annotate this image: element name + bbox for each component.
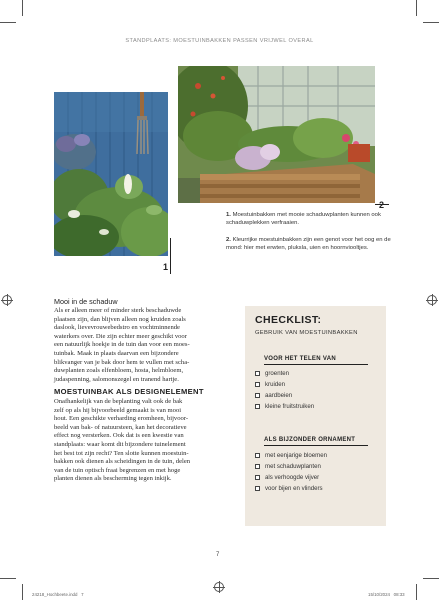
checkbox-icon[interactable]: [255, 382, 260, 387]
text-line: duwplanten zoals elfenbloem, hosta, helmbloem,: [54, 367, 184, 375]
checkbox-icon[interactable]: [255, 404, 260, 409]
text-line: bakken ook dienen als scheidingen in de tuin, delen: [54, 458, 191, 466]
crop-mark: [22, 584, 23, 600]
checklist-group2: [255, 450, 380, 494]
text-line: beeld van bak- of natuursteen, kan het decoratieve: [54, 423, 187, 431]
checkbox-icon[interactable]: [255, 486, 260, 491]
text-line: plaatsen zijn, dan blijven alleen nog kruiden zoals: [54, 315, 186, 323]
checklist-item-label: kleine fruitstruiken: [265, 403, 315, 410]
checklist-item: [255, 461, 380, 472]
checklist-item: [255, 401, 380, 412]
text-line: Onafhankelijk van de beplanting valt ook de bak: [54, 398, 183, 405]
checkbox-icon[interactable]: [255, 464, 260, 469]
text-line: van de tuin optisch fraai begrenzen en met hoge: [54, 466, 181, 474]
checklist-item: [255, 472, 380, 483]
text-line: daslook, lievevrouwebedstro en vochtminnende: [54, 324, 180, 332]
photo-colorful-planter-image: [178, 66, 375, 203]
checklist-item-label: voor bijen en vlinders: [265, 485, 323, 492]
photo-colorful-planter: [178, 66, 375, 203]
crop-mark: [0, 578, 16, 579]
checklist-group1: [255, 368, 380, 412]
text-line: Als er alleen meer of minder sterk beschaduwde: [54, 307, 182, 314]
checklist-item-label: met schaduwplanten: [265, 463, 321, 470]
text-line: effect nog versterken. Ook dat is een kwestie van: [54, 432, 184, 440]
running-header: STANDPLAATS: MOESTUINBAKKEN PASSEN VRIJWEL OVERAL: [125, 38, 314, 44]
crop-mark: [423, 22, 439, 23]
crop-mark: [416, 584, 417, 600]
text-line: judaspenning, salomonszegel en tranend hartje.: [54, 375, 179, 383]
text-line: hout. Een geschikte verharding eromheen, bijvoor-: [54, 415, 189, 423]
checkbox-icon[interactable]: [255, 393, 260, 398]
footer-file-name: 24218_Hochbeete.indd 7: [32, 592, 84, 597]
checklist-item-label: als verhoogde vijver: [265, 474, 320, 481]
text-line: blikvanger van je bak door hem te vullen met scha-: [54, 358, 190, 366]
paragraph-design: [54, 398, 244, 484]
checklist-item: [255, 368, 380, 379]
checkbox-icon[interactable]: [255, 453, 260, 458]
photo-shade-planter: [54, 92, 168, 256]
checklist-title: CHECKLIST:: [255, 314, 322, 326]
page-number: 7: [216, 552, 220, 558]
text-line: tuinbak. Maak in plaats daarvan een bijzondere: [54, 349, 179, 357]
text-line: planten dienen als bescherming tegen inkijk.: [54, 475, 172, 483]
checklist-subtitle: GEBRUIK VAN MOESTUINBAKKEN: [255, 330, 358, 336]
text-line: een natuurlijk hoekje in de tuin dan voor een moes-: [54, 341, 190, 349]
caption-number: 1.: [226, 212, 231, 218]
registration-mark-icon: [2, 295, 12, 305]
checklist-item-label: groenten: [265, 370, 290, 377]
photo-shade-planter-image: [54, 92, 168, 256]
checklist-group2-heading: ALS BIJZONDER ORNAMENT: [264, 437, 368, 446]
checklist-group1-heading: VOOR HET TELEN VAN: [264, 356, 368, 365]
text-line: het best tot zijn recht? Ten slotte kunnen moestuin-: [54, 449, 189, 457]
photo-number-1: 1: [163, 262, 169, 272]
checklist-item-label: met eenjarige bloemen: [265, 452, 327, 459]
checklist-box: [245, 306, 386, 526]
text-line: waterkers over. Die zijn echter meer geschikt voor: [54, 332, 187, 340]
caption-text: Moestuinbakken met mooie schaduwplanten kunnen ook schaduwplekken verfraaien.: [226, 212, 381, 226]
checklist-item: [255, 450, 380, 461]
checkbox-icon[interactable]: [255, 475, 260, 480]
photo-caption-1: [226, 211, 386, 227]
caption-text: Kleurrijke moestuinbakken zijn een genot voor het oog en de mond: hier met erwten, pluksla, uien en hoornviooltjes.: [226, 237, 391, 251]
photo-number-2: 2: [379, 200, 385, 210]
text-line: zelf op als hij bijvoorbeeld gemaakt is van mooi: [54, 406, 182, 414]
caption-number: 2.: [226, 237, 231, 243]
subheading-shade: Mooi in de schaduw: [54, 297, 118, 306]
checklist-item: [255, 483, 380, 494]
crop-mark: [416, 0, 417, 16]
text-line: standplaats: waar komt dit bijzondere tuinelement: [54, 440, 186, 448]
registration-mark-icon: [427, 295, 437, 305]
photo-caption-2: [226, 236, 391, 252]
footer-timestamp: 15/10/2024 08:33: [368, 592, 405, 597]
checklist-item: [255, 390, 380, 401]
paragraph-shade: [54, 307, 244, 384]
photo-number-rule: [375, 204, 389, 205]
checklist-item-label: aardbeien: [265, 392, 293, 399]
crop-mark: [0, 22, 16, 23]
checklist-item: [255, 379, 380, 390]
section-title-design: MOESTUINBAK ALS DESIGNELEMENT: [54, 387, 204, 396]
registration-mark-icon: [214, 582, 224, 592]
checklist-item-label: kruiden: [265, 381, 285, 388]
crop-mark: [22, 0, 23, 16]
crop-mark: [423, 578, 439, 579]
photo-number-rule: [170, 238, 171, 274]
checkbox-icon[interactable]: [255, 371, 260, 376]
